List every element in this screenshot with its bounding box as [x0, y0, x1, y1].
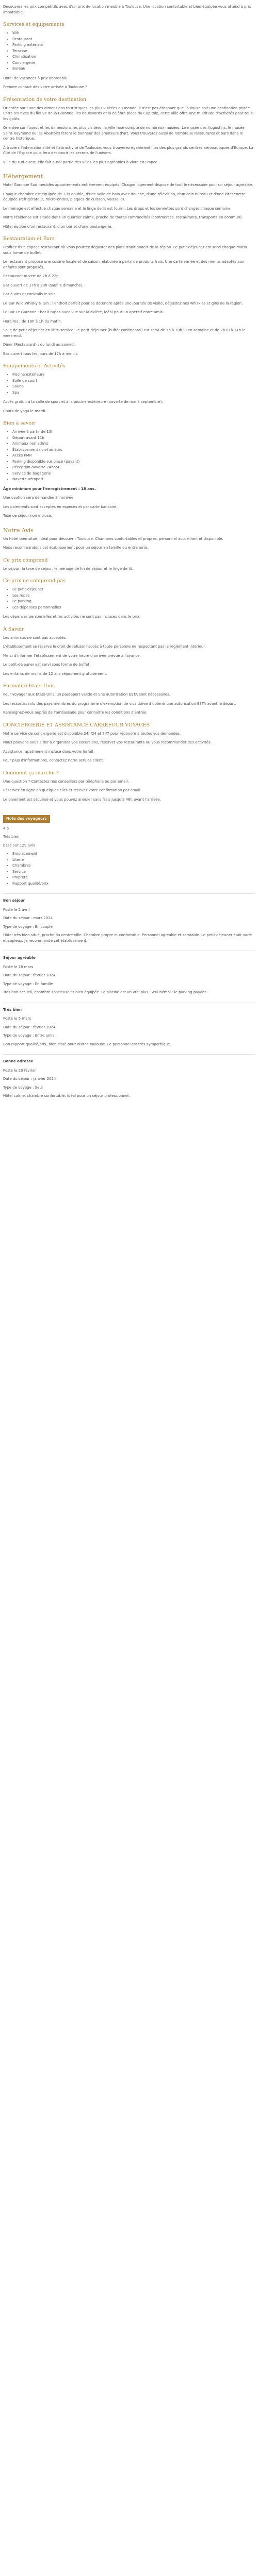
list-item: • Emplacement [12, 851, 255, 857]
prix-title: Ce prix comprend [3, 557, 48, 563]
review-title: Très bien [3, 1007, 22, 1012]
comment-p2: Réservez en ligne en quelques clics et recevez votre confirmation par email. [3, 788, 141, 792]
restauration-p6: Le Bar Wild Whisky & Gin : l'endroit parfait pour se détendre après une journée de visite, dégustez nos whiskies et gins de la région. [3, 301, 243, 306]
review-body: Hôtel très bien situé, proche du centre-ville. Chambre propre et confortable. Personnel agréable et serviable. Le petit-déjeuner était varié et copieux. Je recommande cet établissement. [3, 933, 252, 943]
savoir-p1: Les animaux ne sont pas acceptés. [3, 635, 67, 640]
equipements-title: Equipements et Activités [3, 363, 66, 369]
formalite-title: Formalité Etats-Unis [3, 683, 55, 689]
savoir-p4: Le petit-déjeuner est servi sous forme de buffet. [3, 663, 91, 667]
restauration-p4: Bar ouvert de 17h à 23h (sauf le dimanche). [3, 283, 84, 287]
list-item: • Réception ouverte 24h/24 [12, 465, 255, 470]
comment-p3: Le paiement est sécurisé et vous pouvez annuler sans frais jusqu'à 48h avant l'arrivée. [3, 797, 161, 802]
conciergerie-title: CONCIERGERIE ET ASSISTANCE CARREFOUR VOYAGES [3, 722, 150, 728]
list-item: • Terrasse [12, 48, 255, 54]
notes-block [3, 826, 255, 887]
list-item: • Le parking [12, 599, 255, 604]
review-body: Bon rapport qualité/prix, bien situé pour visiter Toulouse. Le personnel est très sympathique. [3, 1042, 171, 1046]
prix-p2: Les dépenses personnelles et les activités ne sont pas incluses dans le prix. [3, 615, 141, 619]
hebergement-p2: Chaque chambre est équipée de 1 lit double, d'une salle de bain avec douche, d'une télévision, d'un coin bureau et d'une kitchenette équipée (réfrigérateur, micro-ondes, plaques de cuisson, vaisselle). [3, 192, 246, 201]
list-item: • Salle de sport [12, 378, 255, 384]
hebergement-p1: Hotel Garonne Sud meublés appartements entièrement équipés. Chaque logement dispose de tout le nécessaire pour un séjour agréable. [3, 183, 253, 187]
equipements-p1: Accès gratuit à la salle de sport et à la piscine extérieure (ouverte de mai à septembre). [3, 400, 163, 404]
list-item: • Service de bagagerie [12, 471, 255, 477]
review-meta: Posté le 20 février [3, 1068, 36, 1073]
review-meta: Posté le 5 mars [3, 1016, 31, 1021]
conciergerie-p4: Pour plus d'informations, contactez notre service client. [3, 758, 104, 762]
notes-line: Très bien [3, 835, 20, 839]
review-title: Bonne adresse [3, 1059, 34, 1063]
review-type: Type de voyage : En couple [3, 924, 53, 929]
list-item: • Animaux non admis [12, 441, 255, 447]
notes-title: Note des voyageurs [3, 815, 50, 823]
list-item: • Les repas [12, 593, 255, 599]
notes-list [3, 851, 255, 886]
review-date: Date du séjour : février 2024 [3, 973, 56, 977]
review-meta: Posté le 18 mars [3, 964, 34, 969]
list-item: • Parking disponible sur place (payant) [12, 459, 255, 465]
hebergement-title: Hébergement [3, 173, 43, 180]
list-item: • Spa [12, 390, 255, 396]
restauration-p5: Bar à vins et cocktails le soir. [3, 292, 56, 296]
presentation-title: Présentation de votre destination [3, 96, 87, 103]
comment-title: Comment ça marche ? [3, 770, 59, 776]
list-item: • Sauna [12, 384, 255, 389]
list-item: • Départ avant 11h [12, 435, 255, 441]
bienavoir-list [3, 429, 255, 482]
restauration-p11: Bar ouvert tous les jours de 17h à minuit. [3, 351, 78, 356]
list-item: • Navette aéroport [12, 477, 255, 482]
equipements-p2: Cours de yoga le mardi. [3, 409, 46, 413]
restauration-p3: Restaurant ouvert de 7h à 22h. [3, 274, 60, 278]
services-note2: Prendre contact dès votre arrivée à Toulouse ? [3, 85, 87, 89]
review-body: Très bon accueil, chambre spacieuse et bien équipée. La piscine est un vrai plus. Seul bémol : le parking payant. [3, 990, 207, 994]
hebergement-p4: Notre résidence est située dans un quartier calme, proche de toutes commodités (commerces, restaurants, transports en commun). [3, 215, 243, 219]
intro-text: Découvrez les prix compétitifs avec d'un prix de location meublé à Toulouse. Une location confortable et bien équipée vous attend à prix imbattable. [3, 5, 251, 14]
hebergement-p3: Le ménage est effectué chaque semaine et le linge de lit est fourni. Les draps et les serviettes sont changés chaque semaine. [3, 206, 232, 211]
list-item: • Propreté [12, 875, 255, 880]
review-date: Date du séjour : février 2024 [3, 1025, 56, 1029]
notreavis-p2: Nous recommandons cet établissement pour un séjour en famille ou entre amis. [3, 546, 149, 550]
services-list [3, 30, 255, 72]
list-item: • Chambres [12, 863, 255, 869]
bienavoir-p1: Âge minimum pour l'enregistrement : 18 ans. [3, 486, 96, 491]
notreavis-p1: Un hôtel bien situé, idéal pour découvrir Toulouse. Chambres confortables et propres, personnel accueillant et disponible. [3, 536, 223, 541]
divider [3, 1054, 255, 1055]
review-date: Date du séjour : mars 2024 [3, 916, 53, 920]
list-item: • Bureau [12, 66, 255, 72]
review-type: Type de voyage : Entre amis [3, 1033, 55, 1038]
list-item: • Parking extérieur [12, 42, 255, 48]
review [3, 893, 255, 943]
review [3, 1054, 255, 1099]
prix-subtitle: Ce prix ne comprend pas [3, 578, 66, 584]
prix-p1: Le séjour, la taxe de séjour, le ménage de fin de séjour et le linge de lit. [3, 566, 134, 571]
bienavoir-p2: Une caution sera demandée à l'arrivée. [3, 496, 75, 500]
comment-p1: Une question ? Contactez nos conseillers par téléphone ou par email. [3, 779, 129, 784]
list-item: • Conciergerie [12, 60, 255, 66]
notreavis-title: Notre Avis [3, 527, 34, 534]
services-title: Services et équipements [3, 22, 64, 27]
list-item: • Le petit-déjeuner [12, 587, 255, 592]
list-item: • Piscine extérieure [12, 372, 255, 378]
restauration-p7: Le Bar Le Garonne : bar à tapas avec vue sur la rivière, idéal pour un apéritif entre amis. [3, 310, 164, 314]
formalite-p2: Les ressortissants des pays membres du programme d'exemption de visa doivent obtenir une autorisation ESTA avant le départ. [3, 701, 236, 706]
conciergerie-p1: Notre service de conciergerie est disponible 24h/24 et 7j/7 pour répondre à toutes vos demandes. [3, 731, 181, 736]
restauration-p8: Horaires : de 18h à 1h du matin. [3, 319, 62, 324]
review-type: Type de voyage : En famille [3, 981, 53, 986]
review-title: Séjour agréable [3, 956, 36, 960]
list-item: • Arrivée à partir de 15h [12, 429, 255, 435]
prix-list [3, 587, 255, 610]
presentation-p1: Orientée sur l'une des dimensions touristiques les plus visitées au monde, il n'est pas étonnant que Toulouse soit une destination prisée. Entre les rives du fleuve de la Garonne, les boulevards et la célèbre place du Capitole, cette ville offre une multitude d'activités pour tous les goûts. [3, 106, 253, 121]
list-item: • Wifi [12, 30, 255, 36]
savoir-title: À Savoir [3, 626, 24, 632]
restauration-p1: Profitez d'un espace restaurant où vous pourrez déguster des plats traditionnels de la région. Le petit-déjeuner est servi chaque matin sous forme de buffet. [3, 245, 247, 255]
list-item: • Les dépenses personnelles [12, 605, 255, 611]
list-item: • Établissement non-fumeurs [12, 447, 255, 453]
bienavoir-p4: Taxe de séjour non incluse. [3, 514, 52, 518]
review-date: Date du séjour : janvier 2024 [3, 1077, 56, 1081]
hebergement-p5: Hôtel équipé d'un restaurant, d'un bar et d'une boulangerie. [3, 224, 112, 229]
bienavoir-p3: Les paiements sont acceptés en espèces et par carte bancaire. [3, 504, 118, 509]
services-note: Hôtel de vacances à prix abordable [3, 76, 68, 80]
savoir-p2: L'établissement se réserve le droit de refuser l'accès à toute personne ne respectant pas le règlement intérieur. [3, 645, 206, 649]
restauration-p9: Salle de petit-déjeuner en libre-service. Le petit-déjeuner (buffet continental) est servi de 7h à 10h30 en semaine et de 7h30 à 11h le week-end. [3, 328, 246, 338]
conciergerie-p3: Assistance rapatriement incluse dans votre forfait. [3, 749, 95, 754]
formalite-p3: Renseignez-vous auprès de l'ambassade pour connaître les conditions d'entrée. [3, 710, 148, 715]
review-body: Hôtel calme, chambre confortable. Idéal pour un séjour professionnel. [3, 1094, 130, 1098]
savoir-p3: Merci d'informer l'établissement de votre heure d'arrivée prévue à l'avance. [3, 653, 141, 658]
savoir-p5: Les enfants de moins de 12 ans séjournent gratuitement. [3, 671, 107, 676]
notes-line: basé sur 129 avis [3, 843, 35, 848]
restauration-p2: Le restaurant propose une cuisine locale et de saison, élaborée à partir de produits frais. Une carte variée et des menus adaptés aux enfants sont proposés. [3, 260, 245, 269]
presentation-p2: Orientée sur l'ouest et les dimensions les plus visitées, la ville rose compte de nombreux musées. Le musée des Augustins, le musée Saint-Raymond ou les Abattoirs feront le bonheur des amateurs d'art. Vous trouverez aussi de nombreux restaurants et bars dans le centre historique. [3, 126, 245, 141]
presentation-p4: Ville du sud-ouest, elle fait aussi partie des villes les plus agréables à vivre en France. [3, 160, 159, 164]
restauration-p10: Dîner (Restaurant) : du lundi au samedi. [3, 343, 76, 347]
review-type: Type de voyage : Seul [3, 1085, 43, 1090]
list-item: • Literie [12, 857, 255, 863]
page [0, 0, 258, 1107]
list-item: • Rapport qualité/prix [12, 881, 255, 887]
presentation-p3: À travers l'internationalité et l'attractivité de Toulouse, vous trouverez également l'un des plus grands centres aéronautiques d'Europe. La Cité de l'Espace vous fera découvrir les secrets de l'univers. [3, 145, 253, 155]
list-item: • Climatisation [12, 54, 255, 60]
review [3, 951, 255, 995]
list-item: • Restaurant [12, 37, 255, 42]
formalite-p1: Pour voyager aux États-Unis, un passeport valide et une autorisation ESTA sont nécessaires. [3, 692, 170, 697]
restauration-title: Restauration et Bars [3, 236, 55, 242]
equipements-list [3, 372, 255, 395]
notes-line: 4,6 [3, 826, 9, 831]
review-title: Bon séjour [3, 899, 25, 903]
review [3, 1003, 255, 1047]
divider [3, 893, 255, 894]
conciergerie-p2: Nous pouvons vous aider à organiser vos excursions, réserver vos restaurants ou vous recommander des activités. [3, 740, 212, 744]
bienavoir-title: Bien à savoir [3, 420, 36, 426]
list-item: • Service [12, 869, 255, 875]
review-meta: Posté le 2 avril [3, 907, 30, 912]
list-item: • Accès PMR [12, 453, 255, 459]
